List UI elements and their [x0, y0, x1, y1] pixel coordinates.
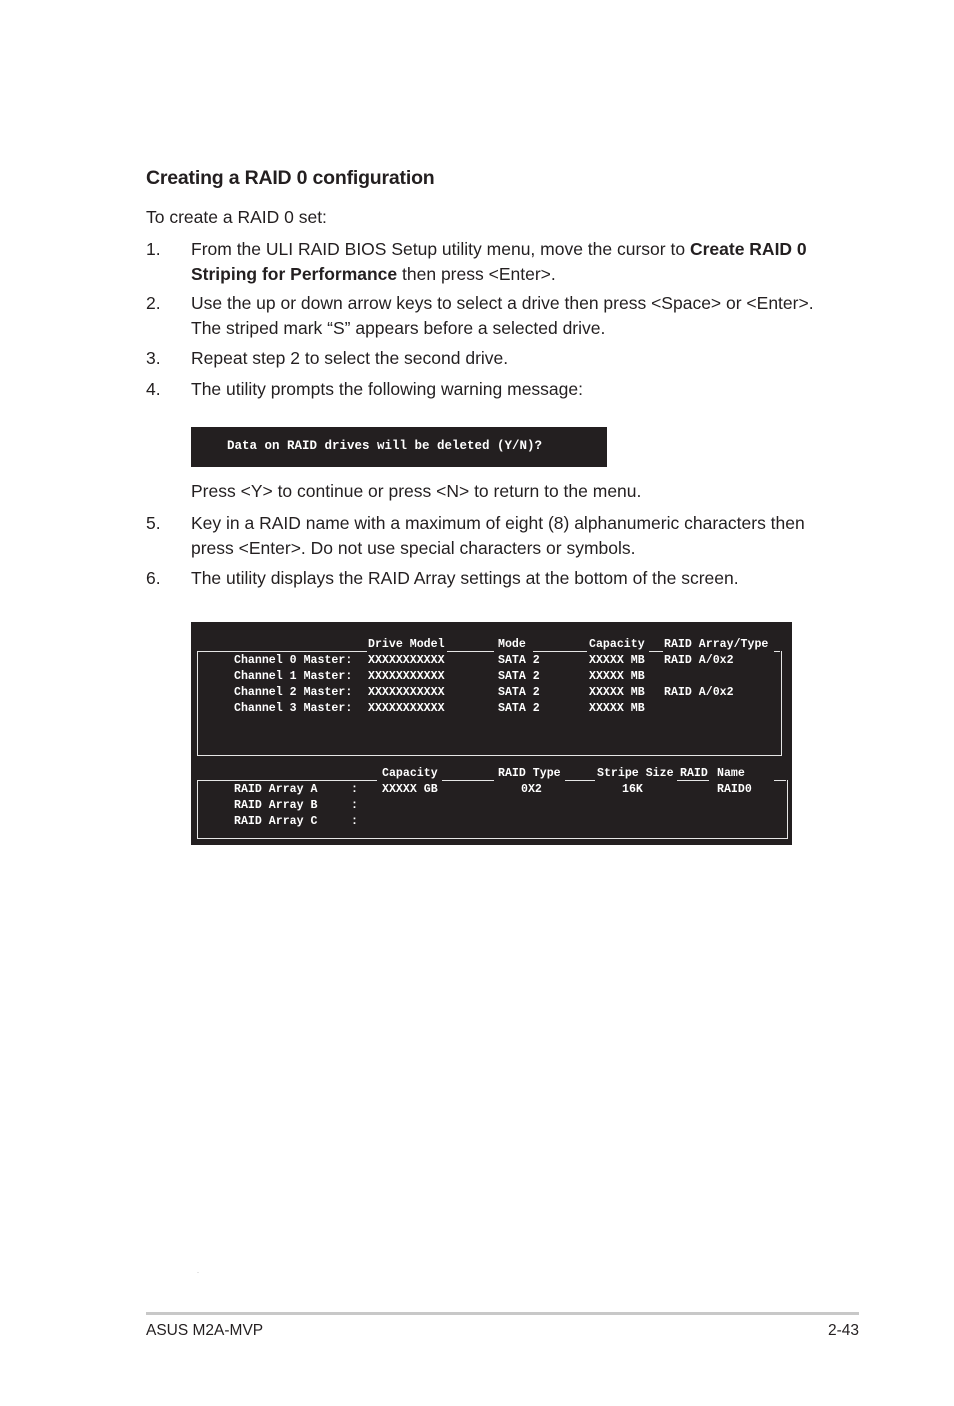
drive-channel: Channel 1 Master: — [234, 670, 353, 683]
array-capacity: XXXXX GB — [382, 783, 438, 796]
drive-mode: SATA 2 — [498, 686, 540, 699]
header-stripe-size: Stripe Size — [597, 767, 674, 780]
header-name: Name — [717, 767, 745, 780]
intro-text: To create a RAID 0 set: — [146, 207, 327, 227]
step-number: 6. — [146, 568, 161, 588]
header-raid: RAID — [680, 767, 708, 780]
step-number: 3. — [146, 348, 161, 368]
drive-channel: Channel 3 Master: — [234, 702, 353, 715]
drive-capacity: XXXXX MB — [589, 686, 645, 699]
warning-message-box — [191, 427, 607, 467]
array-colon: : — [351, 815, 358, 828]
drive-mode: SATA 2 — [498, 654, 540, 667]
header-raid-type: RAID Type — [498, 767, 561, 780]
drive-model: XXXXXXXXXXX — [368, 670, 445, 683]
step-number: 2. — [146, 293, 161, 313]
step-text: Repeat step 2 to select the second drive. — [191, 348, 509, 368]
header-array-capacity: Capacity — [382, 767, 438, 780]
step-number: 5. — [146, 513, 161, 533]
drive-model: XXXXXXXXXXX — [368, 702, 445, 715]
drive-mode: SATA 2 — [498, 702, 540, 715]
array-label: RAID Array C — [234, 815, 318, 828]
drive-raid: RAID A/0x2 — [664, 654, 734, 667]
array-colon: : — [351, 799, 358, 812]
footer-product: ASUS M2A-MVP — [146, 1322, 264, 1339]
drive-raid: RAID A/0x2 — [664, 686, 734, 699]
array-type: 0X2 — [521, 783, 542, 796]
array-label: RAID Array A — [234, 783, 318, 796]
step-number: 1. — [146, 239, 161, 259]
step-number: 4. — [146, 379, 161, 399]
warning-message: Data on RAID drives will be deleted (Y/N)? — [227, 439, 543, 453]
drive-mode: SATA 2 — [498, 670, 540, 683]
array-label: RAID Array B — [234, 799, 318, 812]
drive-capacity: XXXXX MB — [589, 654, 645, 667]
array-colon: : — [351, 783, 358, 796]
header-drive-model: Drive Model — [368, 638, 445, 651]
drive-channel: Channel 0 Master: — [234, 654, 353, 667]
array-stripe: 16K — [622, 783, 643, 796]
step-text: From the ULI RAID BIOS Setup utility menu, move the cursor to Create RAID 0 Striping for Performance then press <Enter>. — [191, 239, 807, 284]
drive-capacity: XXXXX MB — [589, 702, 645, 715]
step-text: The utility prompts the following warning message: — [191, 379, 583, 399]
drive-channel: Channel 2 Master: — [234, 686, 353, 699]
drive-model: XXXXXXXXXXX — [368, 686, 445, 699]
header-raid-array-type: RAID Array/Type — [664, 638, 769, 651]
step-text: Key in a RAID name with a maximum of eight (8) alphanumeric characters then press <Enter>. Do not use special characters or symbols. — [191, 513, 805, 558]
footer-page-number: 2-43 — [827, 1322, 859, 1339]
step-text: The utility displays the RAID Array settings at the bottom of the screen. — [191, 568, 739, 588]
raid-bios-screen — [191, 622, 792, 845]
section-title: Creating a RAID 0 configuration — [146, 167, 435, 189]
press-note: Press <Y> to continue or press <N> to return to the menu. — [191, 481, 642, 501]
drive-model: XXXXXXXXXXX — [368, 654, 445, 667]
drive-capacity: XXXXX MB — [589, 670, 645, 683]
array-name: RAID0 — [717, 783, 752, 796]
header-mode: Mode — [498, 638, 526, 651]
step-text: Use the up or down arrow keys to select a drive then press <Space> or <Enter>. The striped mark “S” appears before a selected drive. — [191, 293, 814, 338]
footer-rule — [146, 1312, 859, 1315]
header-capacity: Capacity — [589, 638, 645, 651]
